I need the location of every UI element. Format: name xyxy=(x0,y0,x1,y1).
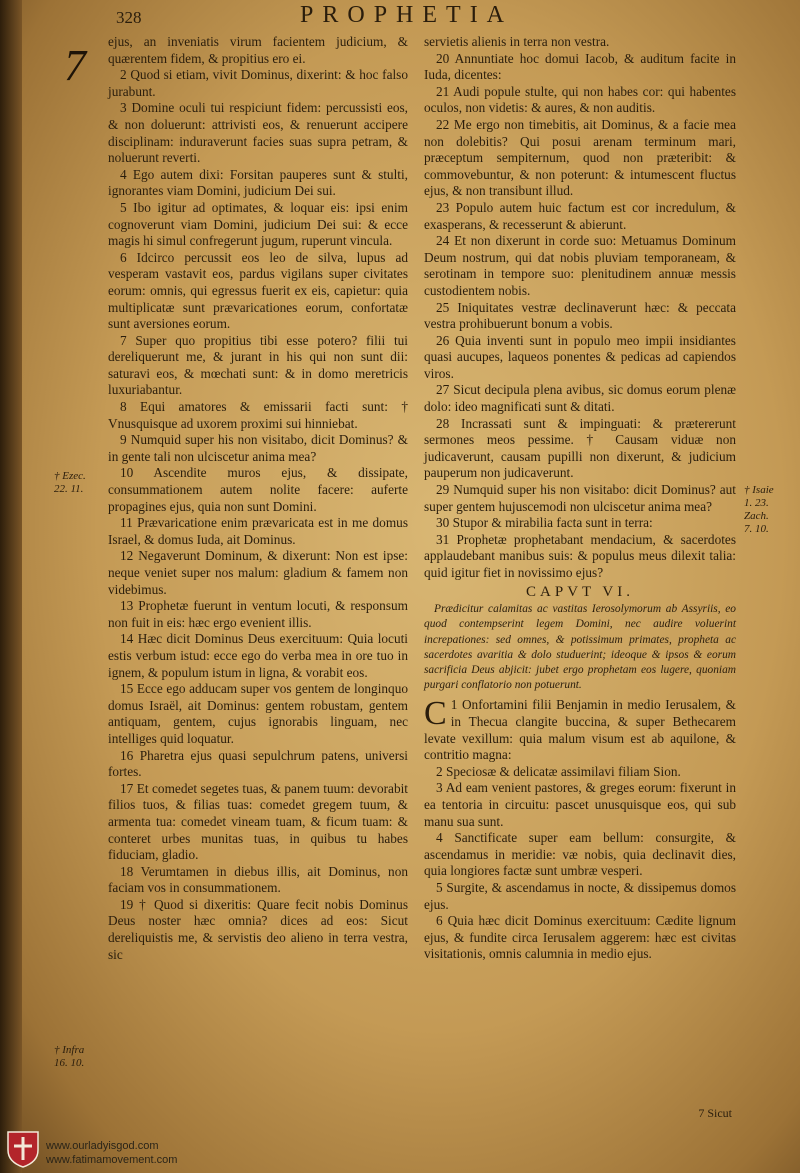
margin-note-line: † Infra xyxy=(54,1044,85,1056)
verse-paragraph: 16 Pharetra ejus quasi sepulchrum patens, universi fortes. xyxy=(108,747,408,780)
book-spine-shadow xyxy=(0,0,22,1173)
margin-note-line: Zach. xyxy=(744,510,769,522)
shield-logo-icon xyxy=(6,1130,40,1168)
verse-paragraph: 15 Ecce ego adducam super vos gentem de longinquo domus Israël, ait Dominus: gentem robustam, gentem antiquam, gentem, cujus ignorabis linguam, nec intelliges quid loquatur. xyxy=(108,681,408,746)
verse-paragraph: 19 † Quod si dixeritis: Quare fecit nobis Dominus Deus noster hæc omnia? dices ad eos: Sicut dereliquistis me, & servistis deo alieno in terra vestra, sic xyxy=(108,896,408,962)
verse-paragraph: servietis alienis in terra non vestra. xyxy=(424,34,610,49)
verse-paragraph: 11 Prævaricatione enim prævaricata est in me domus Israel, & domus Iuda, ait Dominus. xyxy=(108,515,408,547)
footer-link-ourladyisgod[interactable]: www.ourladyisgod.com xyxy=(46,1140,159,1152)
verse-paragraph: 29 Numquid super his non visitabo: dicit Dominus? aut super gentem hujuscemodi non ulciscetur anima mea? xyxy=(424,482,736,514)
verse-paragraph: ejus, an inveniatis virum facientem judicium, & quærentem fidem, & propitius ero ei. xyxy=(108,34,408,66)
margin-note-ezech xyxy=(54,470,86,496)
drop-cap-initial: C xyxy=(424,695,447,733)
verse-paragraph: 6 Quia hæc dicit Dominus exercituum: Cædite lignum ejus, & fundite circa Ierusalem aggerem: hæc est civitas visitationis, omnis calumnia in medio ejus. xyxy=(424,913,736,962)
chapter-heading: CAPVT VI. xyxy=(526,583,634,600)
verse-paragraph: 31 Prophetæ prophetabant mendacium, & sacerdotes applaudebant manibus suis: & populus meus dilexit talia: quid igitur fiet in novissimo ejus? xyxy=(424,531,736,580)
margin-note-line: 22. 11. xyxy=(54,483,84,495)
website-footer xyxy=(46,1139,177,1167)
left-column xyxy=(108,34,408,963)
verse-paragraph: 3 Domine oculi tui respiciunt fidem: percussisti eos, & non doluerunt: attrivisti eos, & renuerunt accipere disciplinam: induraverunt facies suas supra petram, & noluerunt reverti. xyxy=(108,100,408,166)
verse-paragraph: 8 Equi amatores & emissarii facti sunt: † Vnusquisque ad uxorem proximi sui hinniebat. xyxy=(108,399,408,431)
verse-paragraph: 13 Prophetæ fuerunt in ventum locuti, & responsum non fuit in eis: hæc ergo evenient illis. xyxy=(108,598,408,630)
verse-paragraph: 4 Sanctificate super eam bellum: consurgite, & ascendamus in meridie: væ nobis, quia declinavit dies, quia longiores factæ sunt umbræ vesperi. xyxy=(424,830,736,879)
verse-paragraph: 20 Annuntiate hoc domui Iacob, & auditum facite in Iuda, dicentes: xyxy=(424,50,736,83)
margin-note-line: † Isaie xyxy=(744,484,774,496)
verse-paragraph: 14 Hæc dicit Dominus Deus exercituum: Quia locuti estis verbum istud: ecce ego do verba mea in ore tuo in ignem, & populum istum in ligna, & vorabit eos. xyxy=(108,631,408,680)
verse-paragraph: 12 Negaverunt Dominum, & dixerunt: Non est ipse: neque veniet super nos malum: gladium & famem non videbimus. xyxy=(108,548,408,597)
chapter-six-verses xyxy=(424,697,736,963)
running-title: PROPHETIA xyxy=(300,2,514,28)
footer-link-fatimamovement[interactable]: www.fatimamovement.com xyxy=(46,1154,178,1166)
verse-paragraph: 25 Iniquitates vestræ declinaverunt hæc: & peccata vestra prohibuerunt bonum a vobis. xyxy=(424,299,736,332)
margin-note-line: 16. 10. xyxy=(54,1057,85,1069)
margin-note-isaie xyxy=(744,484,774,536)
verse-paragraph: 7 Super quo propitius tibi esse potero? filii tui dereliquerunt me, & jurant in his qui non sunt dii: saturavi eos, & mœchati sunt: & in domo meretricis luxuriabantur. xyxy=(108,332,408,398)
verse-paragraph: 4 Ego autem dixi: Forsitan pauperes sunt & stulti, ignorantes viam Domini, judicium Dei sui. xyxy=(108,166,408,199)
page-header xyxy=(30,2,770,32)
verse-paragraph: 26 Quia inventi sunt in populo meo impii insidiantes quasi aucupes, laqueos ponentes & pedicas ad capiendos viros. xyxy=(424,332,736,381)
verse-paragraph: 23 Populo autem huic factum est cor incredulum, & exasperans, & recesserunt & abierunt. xyxy=(424,199,736,232)
verse-paragraph: 28 Incrassati sunt & impinguati: & prætererunt sermones meos pessime. † Causam viduæ non judicaverunt, causam pupilli non dixerunt, & judicium pauperum non judicaverunt. xyxy=(424,415,736,481)
verse-paragraph: 27 Sicut decipula plena avibus, sic domus eorum plenæ dolo: ideo magnificati sunt & ditati. xyxy=(424,382,736,415)
margin-note-line: † Ezec. xyxy=(54,470,86,482)
verse-paragraph: 2 Speciosæ & delicatæ assimilavi filiam Sion. xyxy=(436,763,681,779)
verse-paragraph: 21 Audi popule stulte, qui non habes cor: qui habentes oculos, non videtis: & aures, & non auditis. xyxy=(424,83,736,116)
margin-note-line: 7. 10. xyxy=(744,523,769,535)
verse-paragraph: 6 Idcirco percussit eos leo de silva, lupus ad vesperam vastavit eos, pardus vigilans super civitates eorum: omnis, qui egressus fuerit ex eis, capietur: quia multiplicatæ sunt prævaricationes eorum, confortatæ sunt aversiones eorum. xyxy=(108,249,408,332)
verse-paragraph: 24 Et non dixerunt in corde suo: Metuamus Dominum Deum nostrum, qui dat nobis pluviam temporaneam, & serotinam in tempore suo: plenitudinem annuæ messis custodientem nobis. xyxy=(424,233,736,298)
verse-paragraph: 5 Ibo igitur ad optimates, & loquar eis: ipsi enim cognoverunt viam Domini, judicium Dei sui: & ecce magis hi simul confregerunt jugum, ruperunt vincula. xyxy=(108,199,408,249)
verse-paragraph: 2 Quod si etiam, vivit Dominus, dixerint: & hoc falso jurabunt. xyxy=(108,67,408,99)
verse-paragraph: 30 Stupor & mirabilia facta sunt in terra: xyxy=(436,515,653,531)
verse-paragraph: 9 Numquid super his non visitabo, dicit Dominus? & in gente tali non ulciscetur anima mea? xyxy=(108,432,408,464)
verse-paragraph: 1 Onfortamini filii Benjamin in medio Ierusalem, & in Thecua clangite buccina, & super Bethecarem levate vexillum: quia malum visum est ab aquilone, & contritio magna: xyxy=(424,697,736,763)
verse-paragraph: 22 Me ergo non timebitis, ait Dominus, & a facie mea non dolebitis? Qui posui arenam terminum mari, præceptum sempiternum, quod non præteribit: & commovebuntur, & non poterunt: & intumescent fluctus ejus, & non transibunt illud. xyxy=(424,116,736,199)
catchword: 7 Sicut xyxy=(698,1106,732,1120)
verse-paragraph: 10 Ascendite muros ejus, & dissipate, consummationem autem nolite facere: auferte propagines ejus, quia non sunt Domini. xyxy=(108,465,408,514)
verse-paragraph: 5 Surgite, & ascendamus in nocte, & dissipemus domos ejus. xyxy=(424,879,736,912)
verse-paragraph: 18 Verumtamen in diebus illis, ait Dominus, non faciam vos in consummationem. xyxy=(108,863,408,896)
margin-handwritten-mark: 7 xyxy=(64,41,86,90)
margin-note-infra xyxy=(54,1044,84,1070)
verse-paragraph: 17 Et comedet segetes tuas, & panem tuum: devorabit filios tuos, & filias tuas: comedet gregem tuum, & armenta tua: comedet vineam tuam, & ficum tuam: & conteret urbes munitas tuas, in quibus tu habes fiduciam, gladio. xyxy=(108,780,408,863)
margin-note-line: 1. 23. xyxy=(744,497,769,509)
verse-paragraph: 3 Ad eam venient pastores, & greges eorum: fixerunt in ea tentoria in circuitu: pascet unusquisque eos, qui sub manu sua sunt. xyxy=(424,780,736,829)
page-number: 328 xyxy=(116,8,142,27)
right-column xyxy=(424,34,736,963)
right-column-verses xyxy=(424,34,736,582)
chapter-summary: Prædicitur calamitas ac vastitas Ierosolymorum ab Assyriis, eo quod contempserint legem Domini, nec audire voluerint increpationes: sed omnes, & potissimum primates, propheta ac sacerdotes avaritia & dolo studuerint; ideoque & ipsos & eorum sacrificia Deus abjicit: jubet ergo prophetam eos lugere, quoniam purgari conflatorio non potuerunt. xyxy=(424,603,736,692)
